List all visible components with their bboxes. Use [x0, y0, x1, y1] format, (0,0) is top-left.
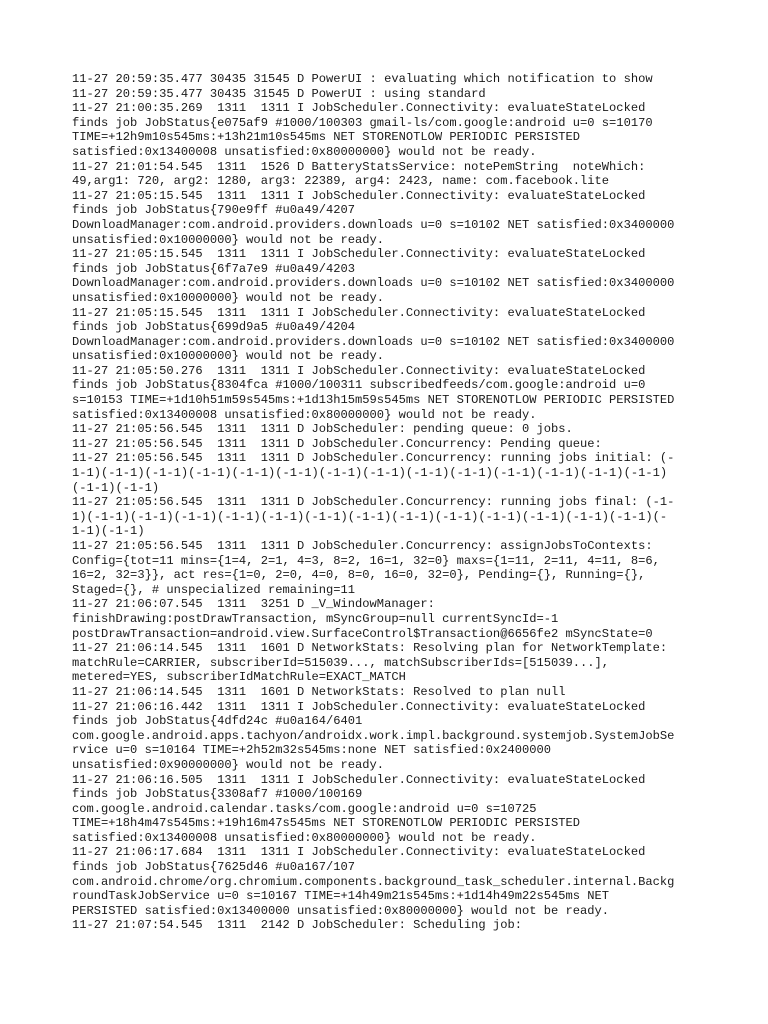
log-line: 1-1)(-1-1) [72, 524, 145, 539]
log-line: 11-27 21:06:07.545 1311 3251 D _V_WindowManager: [72, 597, 435, 612]
log-line: metered=YES, subscriberIdMatchRule=EXACT_MATCH [72, 670, 406, 685]
log-line: 11-27 21:05:56.545 1311 1311 D JobScheduler.Concurrency: assignJobsToContexts: [72, 539, 653, 553]
log-line: unsatisfied:0x10000000} would not be ready. [72, 290, 385, 305]
log-line: finds job JobStatus{e075af9 #1000/100303 gmail-ls/com.google:android u=0 s=10170 [72, 115, 653, 130]
log-line: finds job JobStatus{6f7a7e9 #u0a49/4203 [72, 261, 356, 276]
log-line: 11-27 21:05:56.545 1311 1311 D JobScheduler.Concurrency: Pending queue: [72, 436, 602, 451]
log-line: com.google.android.apps.tachyon/androidx.work.impl.background.systemjob.SystemJobSe [72, 728, 675, 743]
log-document [72, 72, 702, 933]
log-line: finds job JobStatus{8304fca #1000/100311 subscribedfeeds/com.google:android u=0 [72, 378, 646, 393]
log-line: unsatisfied:0x10000000} would not be ready. [72, 349, 385, 364]
log-line: postDrawTransaction=android.view.SurfaceControl$Transaction@6656fe2 mSyncState=0 [72, 626, 653, 641]
log-line: 11-27 21:06:16.505 1311 1311 I JobScheduler.Connectivity: evaluateStateLocked [72, 772, 646, 787]
log-line: 11-27 21:06:14.545 1311 1601 D NetworkStats: Resolving plan for NetworkTemplate: [72, 641, 668, 656]
log-line: satisfied:0x13400008 unsatisfied:0x80000000} would not be ready. [72, 407, 537, 422]
log-line: finishDrawing:postDrawTransaction, mSyncGroup=null currentSyncId=-1 [72, 611, 559, 626]
log-line: Config={tot=11 mins={1=4, 2=1, 4=3, 8=2, 16=1, 32=0} maxs={1=11, 2=11, 4=11, 8=6, [72, 553, 660, 568]
log-line: 11-27 21:05:50.276 1311 1311 I JobScheduler.Connectivity: evaluateStateLocked [72, 363, 646, 378]
log-line: satisfied:0x13400008 unsatisfied:0x80000000} would not be ready. [72, 144, 537, 159]
log-line: (-1-1)(-1-1) [72, 480, 160, 495]
log-line: 11-27 21:05:15.545 1311 1311 I JobScheduler.Connectivity: evaluateStateLocked [72, 247, 646, 262]
log-line: finds job JobStatus{7625d46 #u0a167/107 [72, 860, 356, 875]
log-line: TIME=+18h4m47s545ms:+19h16m47s545ms NET STORENOTLOW PERIODIC PERSISTED [72, 816, 581, 831]
log-line: 11-27 21:06:14.545 1311 1601 D NetworkStats: Resolved to plan null [72, 684, 566, 699]
log-line: finds job JobStatus{790e9ff #u0a49/4207 [72, 203, 356, 218]
log-line: 11-27 21:06:17.684 1311 1311 I JobScheduler.Connectivity: evaluateStateLocked [72, 845, 646, 860]
log-line: finds job JobStatus{4dfd24c #u0a164/6401 [72, 714, 363, 729]
log-line: unsatisfied:0x90000000} would not be ready. [72, 757, 385, 772]
log-line: s=10153 TIME=+1d10h51m59s545ms:+1d13h15m59s545ms NET STORENOTLOW PERIODIC PERSISTED [72, 393, 675, 408]
log-line: 11-27 21:05:56.545 1311 1311 D JobScheduler.Concurrency: running jobs final: (-1- [72, 495, 675, 510]
log-line: 1-1)(-1-1)(-1-1)(-1-1)(-1-1)(-1-1)(-1-1)(-1-1)(-1-1)(-1-1)(-1-1)(-1-1)(-1-1)(-1-1) [72, 466, 668, 481]
log-line: roundTaskJobService u=0 s=10167 TIME=+14h49m21s545ms:+1d14h49m22s545ms NET [72, 889, 610, 904]
log-line: 49,arg1: 720, arg2: 1280, arg3: 22389, arg4: 2423, name: com.facebook.lite [72, 174, 610, 189]
log-line: 11-27 21:05:15.545 1311 1311 I JobScheduler.Connectivity: evaluateStateLocked [72, 188, 646, 203]
log-line: 11-27 20:59:35.477 30435 31545 D PowerUI : evaluating which notification to show [72, 72, 653, 86]
log-line: finds job JobStatus{699d9a5 #u0a49/4204 [72, 320, 356, 335]
log-line: 11-27 21:05:56.545 1311 1311 D JobScheduler: pending queue: 0 jobs. [72, 422, 573, 437]
log-line: matchRule=CARRIER, subscriberId=515039..., matchSubscriberIds=[515039...], [72, 655, 610, 670]
log-line: DownloadManager:com.android.providers.downloads u=0 s=10102 NET satisfied:0x3400000 [72, 217, 675, 232]
log-line: PERSISTED satisfied:0x13400000 unsatisfied:0x80000000} would not be ready. [72, 903, 610, 918]
log-line: 11-27 21:05:56.545 1311 1311 D JobScheduler.Concurrency: running jobs initial: (- [72, 451, 675, 466]
log-line: satisfied:0x13400008 unsatisfied:0x80000000} would not be ready. [72, 830, 537, 845]
log-line: Staged={}, # unspecialized remaining=11 [72, 582, 356, 597]
log-line: finds job JobStatus{3308af7 #1000/100169 [72, 787, 363, 802]
log-line: 11-27 21:01:54.545 1311 1526 D BatteryStatsService: notePemString noteWhich: [72, 159, 646, 174]
log-line: TIME=+12h9m10s545ms:+13h21m10s545ms NET STORENOTLOW PERIODIC PERSISTED [72, 130, 581, 145]
log-line: DownloadManager:com.android.providers.downloads u=0 s=10102 NET satisfied:0x3400000 [72, 334, 675, 349]
log-line: com.google.android.calendar.tasks/com.google:android u=0 s=10725 [72, 801, 537, 816]
log-line: DownloadManager:com.android.providers.downloads u=0 s=10102 NET satisfied:0x3400000 [72, 276, 675, 291]
log-line: rvice u=0 s=10164 TIME=+2h52m32s545ms:none NET satisfied:0x2400000 [72, 743, 551, 758]
log-line: 11-27 21:00:35.269 1311 1311 I JobScheduler.Connectivity: evaluateStateLocked [72, 101, 646, 116]
log-line: com.android.chrome/org.chromium.components.background_task_scheduler.internal.Backg [72, 874, 675, 889]
log-line: unsatisfied:0x10000000} would not be ready. [72, 232, 385, 247]
log-line: 11-27 20:59:35.477 30435 31545 D PowerUI : using standard [72, 86, 486, 101]
log-line: 11-27 21:05:15.545 1311 1311 I JobScheduler.Connectivity: evaluateStateLocked [72, 305, 646, 320]
log-line: 16=2, 32=3}}, act res={1=0, 2=0, 4=0, 8=0, 16=0, 32=0}, Pending={}, Running={}, [72, 568, 646, 583]
log-line: 1)(-1-1)(-1-1)(-1-1)(-1-1)(-1-1)(-1-1)(-1-1)(-1-1)(-1-1)(-1-1)(-1-1)(-1-1)(-1-1)(- [72, 509, 668, 524]
log-line: 11-27 21:07:54.545 1311 2142 D JobScheduler: Scheduling job: [72, 918, 522, 933]
log-line: 11-27 21:06:16.442 1311 1311 I JobScheduler.Connectivity: evaluateStateLocked [72, 699, 646, 714]
